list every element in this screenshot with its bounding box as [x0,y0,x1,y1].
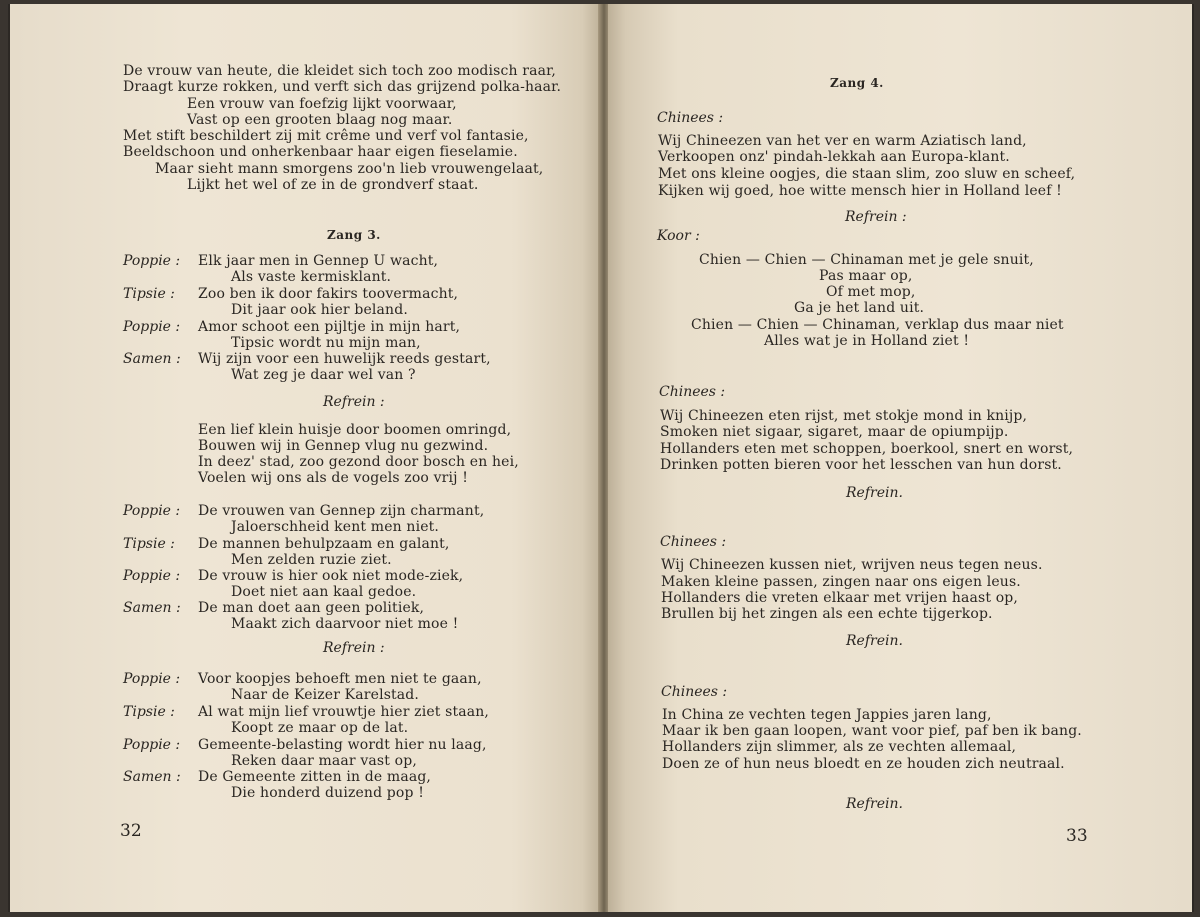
text-line: Maar sieht mann smorgens zoo'n lieb vrouwengelaat, [155,161,544,177]
left-page [10,4,600,912]
text-line: Wat zeg je daar wel van ? [231,367,416,383]
text-line: Pas maar op, [819,268,913,284]
text-line: Bouwen wij in Gennep vlug nu gezwind. [198,438,489,454]
text-line: De man doet aan geen politiek, [198,600,425,616]
text-line: Men zelden ruzie ziet. [231,552,392,568]
text-line: Wij zijn voor een huwelijk reeds gestart, [198,351,491,367]
speaker-label: Poppie : [123,671,181,687]
text-line: Doen ze of hun neus bloedt en ze houden zich neutraal. [662,756,1065,772]
speaker-label: Samen : [123,351,181,367]
page-number: 33 [1066,826,1088,846]
text-line: Wij Chineezen eten rijst, met stokje mond in knijp, [660,408,1028,424]
speaker-label: Poppie : [123,568,181,584]
text-line: Maar ik ben gaan loopen, want voor pief, paf ben ik bang. [662,723,1082,739]
text-line: In China ze vechten tegen Jappies jaren lang, [662,707,992,723]
text-line: Smoken niet sigaar, sigaret, maar de opiumpijp. [660,424,1009,440]
text-line: Draagt kurze rokken, und verft sich das grijzend polka-haar. [123,79,562,95]
refrain-label: Refrein : [323,640,385,656]
speaker-label: Chinees : [659,384,726,400]
speaker-label: Poppie : [123,319,181,335]
speaker-label: Samen : [123,600,181,616]
text-line: Zoo ben ik door fakirs toovermacht, [198,286,459,302]
page-number: 32 [120,821,142,841]
refrain-label: Refrein : [323,394,385,410]
text-line: De vrouw is hier ook niet mode-ziek, [198,568,464,584]
text-line: Wij Chineezen van het ver en warm Aziatisch land, [658,133,1027,149]
text-line: Jaloerschheid kent men niet. [231,519,440,535]
song-heading: Zang 3. [327,228,381,242]
text-line: Met ons kleine oogjes, die staan slim, zoo sluw en scheef, [658,166,1076,182]
text-line: Een vrouw van foefzig lijkt voorwaar, [187,96,457,112]
text-line: Maakt zich daarvoor niet moe ! [231,616,459,632]
text-line: Die honderd duizend pop ! [231,785,424,801]
text-line: Dit jaar ook hier beland. [231,302,408,318]
text-line: Wij Chineezen kussen niet, wrijven neus tegen neus. [661,557,1043,573]
text-line: Al wat mijn lief vrouwtje hier ziet staan, [198,704,490,720]
song-heading: Zang 4. [830,76,884,90]
text-line: Naar de Keizer Karelstad. [231,687,420,703]
refrain-label: Refrein : [845,209,907,225]
speaker-label: Samen : [123,769,181,785]
right-page [608,4,1192,912]
text-line: Chien — Chien — Chinaman, verklap dus maar niet [691,317,1064,333]
text-line: Met stift beschildert zij mit crême und verf vol fantasie, [123,128,529,144]
text-line: Hollanders die vreten elkaar met vrijen haast op, [661,590,1019,606]
text-line: Een lief klein huisje door boomen omringd, [198,422,512,438]
speaker-label: Chinees : [661,684,728,700]
text-line: Maken kleine passen, zingen naar ons eigen leus. [661,574,1021,590]
speaker-label: Poppie : [123,503,181,519]
text-line: Verkoopen onz' pindah-lekkah aan Europa-klant. [658,149,1010,165]
text-line: De vrouw van heute, die kleidet sich toch zoo modisch raar, [123,63,557,79]
text-line: De Gemeente zitten in de maag, [198,769,432,785]
text-line: In deez' stad, zoo gezond door bosch en hei, [198,454,519,470]
text-line: Chien — Chien — Chinaman met je gele snuit, [699,252,1034,268]
text-line: Lijkt het wel of ze in de grondverf staat. [187,177,479,193]
text-line: Koopt ze maar op de lat. [231,720,409,736]
text-line: Hollanders eten met schoppen, boerkool, snert en worst, [660,441,1074,457]
text-line: Alles wat je in Holland ziet ! [764,333,970,349]
speaker-label: Chinees : [657,110,724,126]
text-line: Vast op een grooten blaag nog maar. [187,112,453,128]
refrain-label: Refrein. [846,796,903,812]
speaker-label: Tipsie : [123,704,175,720]
text-line: Doet niet aan kaal gedoe. [231,584,417,600]
text-line: Ga je het land uit. [794,300,925,316]
text-line: Of met mop, [826,284,916,300]
text-line: Gemeente-belasting wordt hier nu laag, [198,737,487,753]
speaker-label: Poppie : [123,253,181,269]
text-line: Brullen bij het zingen als een echte tijgerkop. [661,606,993,622]
text-line: Tipsic wordt nu mijn man, [231,335,421,351]
text-line: Hollanders zijn slimmer, als ze vechten allemaal, [662,739,1017,755]
speaker-label: Tipsie : [123,286,175,302]
speaker-label: Poppie : [123,737,181,753]
text-line: De mannen behulpzaam en galant, [198,536,450,552]
open-booklet [8,4,1194,912]
refrain-label: Refrein. [846,485,903,501]
text-line: Reken daar maar vast op, [231,753,417,769]
text-line: Amor schoot een pijltje in mijn hart, [198,319,461,335]
speaker-label: Chinees : [660,534,727,550]
refrain-label: Refrein. [846,633,903,649]
text-line: Kijken wij goed, hoe witte mensch hier in Holland leef ! [658,183,1062,199]
text-line: Als vaste kermisklant. [231,269,392,285]
text-line: Voelen wij ons als de vogels zoo vrij ! [198,470,468,486]
speaker-label: Koor : [657,228,700,244]
text-line: Voor koopjes behoeft men niet te gaan, [198,671,482,687]
text-line: Drinken potten bieren voor het lesschen van hun dorst. [660,457,1062,473]
speaker-label: Tipsie : [123,536,175,552]
text-line: Elk jaar men in Gennep U wacht, [198,253,439,269]
text-line: Beeldschoon und onherkenbaar haar eigen fieselamie. [123,144,518,160]
text-line: De vrouwen van Gennep zijn charmant, [198,503,485,519]
